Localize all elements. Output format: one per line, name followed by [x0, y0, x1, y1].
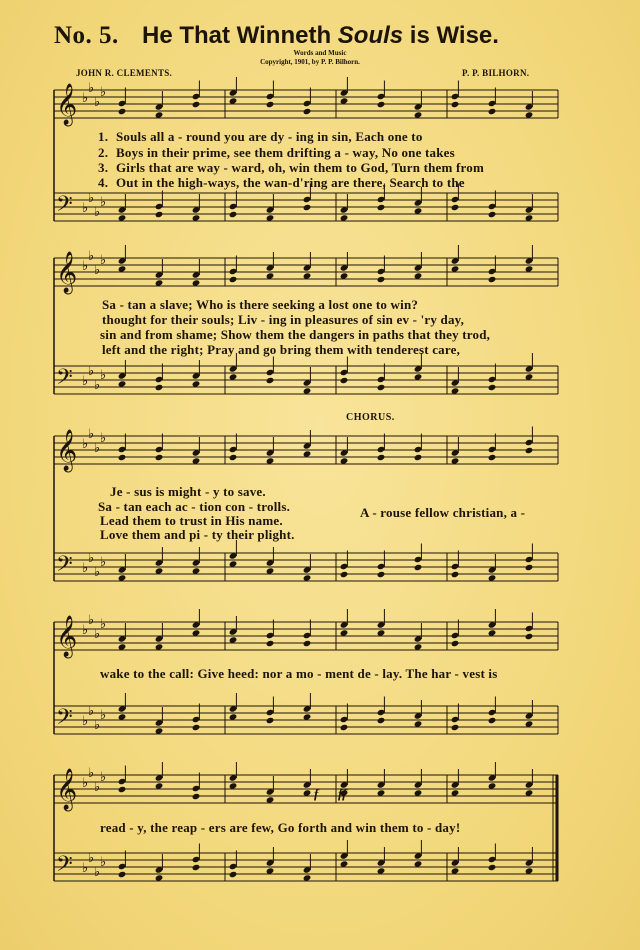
note-head	[155, 211, 164, 218]
verse-4-line	[98, 175, 465, 191]
treble-clef: 𝄞	[56, 84, 78, 125]
note-head	[340, 377, 349, 384]
bass-clef: 𝄢	[56, 552, 73, 582]
note-head	[340, 571, 349, 578]
note-head	[229, 276, 238, 283]
lyric-text: Souls all a - round you are dy - ing in sin, Each one to	[116, 129, 423, 144]
note-head	[377, 717, 386, 724]
treble-clef: 𝄞	[56, 769, 78, 810]
verse-3-line-2: sin and from shame; Show them the dangers in paths that they trod,	[100, 327, 491, 342]
verse-number: 3.	[98, 160, 109, 175]
note-head	[488, 454, 497, 461]
flat-sign: ♭	[88, 551, 95, 566]
flat-sign: ♭	[82, 437, 89, 452]
note-head	[488, 276, 497, 283]
credit-copyright: Copyright, 1901, by P. P. Bilhorn.	[260, 58, 360, 66]
chorus-lyric-3: read - y, the reap - ers are few, Go forth and win them to - day!	[100, 820, 461, 835]
note-head	[488, 108, 497, 115]
note-head	[525, 447, 534, 454]
dynamic-forte: f	[314, 786, 319, 801]
flat-sign: ♭	[88, 191, 95, 206]
verse-number: 4.	[98, 175, 109, 190]
verse-number: 1.	[98, 129, 109, 144]
chorus-label: CHORUS.	[346, 412, 395, 423]
note-head	[266, 717, 275, 724]
note-head	[192, 793, 201, 800]
flat-sign: ♭	[88, 427, 95, 442]
bass-clef: 𝄢	[56, 192, 73, 222]
note-head	[377, 571, 386, 578]
flat-sign: ♭	[82, 714, 89, 729]
title-part: He That Winneth	[142, 22, 338, 49]
flat-sign: ♭	[88, 766, 95, 781]
note-head	[118, 108, 127, 115]
flat-sign: ♭	[82, 201, 89, 216]
chorus-lyric-1: A - rouse fellow christian, a -	[360, 505, 526, 520]
flat-sign: ♭	[88, 364, 95, 379]
note-head	[229, 454, 238, 461]
bass-clef: 𝄢	[56, 365, 73, 395]
flat-sign: ♭	[94, 205, 101, 220]
lyricist: JOHN R. CLEMENTS.	[76, 68, 173, 78]
note-head	[377, 276, 386, 283]
flat-sign: ♭	[100, 195, 107, 210]
flat-sign: ♭	[82, 776, 89, 791]
bass-clef: 𝄢	[56, 705, 73, 735]
note-head	[525, 564, 534, 571]
note-head	[303, 640, 312, 647]
flat-sign: ♭	[94, 378, 101, 393]
lyric-text: Boys in their prime, see them drifting a - way, No one takes	[116, 145, 455, 160]
note-head	[266, 101, 275, 108]
title-part-end: is Wise.	[403, 22, 499, 49]
flat-sign: ♭	[100, 368, 107, 383]
treble-clef: 𝄞	[56, 616, 78, 657]
flat-sign: ♭	[82, 861, 89, 876]
note-head	[414, 454, 423, 461]
composer: P. P. BILHORN.	[462, 68, 530, 78]
flat-sign: ♭	[100, 431, 107, 446]
flat-sign: ♭	[94, 780, 101, 795]
note-head	[451, 101, 460, 108]
note-head	[303, 108, 312, 115]
flat-sign: ♭	[100, 253, 107, 268]
dynamic-fortissimo: ff	[338, 786, 347, 801]
verse-1-line-3: Je - sus is might - y to save.	[110, 484, 266, 499]
flat-sign: ♭	[82, 259, 89, 274]
flat-sign: ♭	[88, 81, 95, 96]
note-head	[303, 204, 312, 211]
verse-1-line	[98, 129, 423, 145]
note-head	[377, 384, 386, 391]
note-head	[155, 384, 164, 391]
note-head	[340, 724, 349, 731]
note-head	[377, 101, 386, 108]
flat-sign: ♭	[94, 263, 101, 278]
flat-sign: ♭	[94, 441, 101, 456]
verse-2-line-2: thought for their souls; Liv - ing in pleasures of sin ev - 'ry day,	[102, 312, 465, 327]
note-head	[451, 640, 460, 647]
credit-words-music: Words and Music	[293, 49, 347, 57]
verse-1-line-2: Sa - tan a slave; Who is there seeking a lost one to win?	[102, 297, 419, 312]
note-head	[488, 384, 497, 391]
note-head	[488, 864, 497, 871]
flat-sign: ♭	[100, 770, 107, 785]
note-head	[451, 724, 460, 731]
verse-3-line	[98, 160, 484, 176]
verse-4-line-3: Love them and pi - ty their plight.	[100, 527, 295, 542]
flat-sign: ♭	[100, 708, 107, 723]
flat-sign: ♭	[94, 718, 101, 733]
flat-sign: ♭	[100, 617, 107, 632]
note-head	[414, 564, 423, 571]
hymn-number: No. 5.	[54, 22, 119, 49]
flat-sign: ♭	[94, 627, 101, 642]
note-head	[192, 724, 201, 731]
flat-sign: ♭	[82, 374, 89, 389]
note-head	[377, 204, 386, 211]
verse-4-line-2: left and the right; Pray and go bring them with tenderest care,	[102, 342, 461, 357]
treble-clef: 𝄞	[56, 430, 78, 471]
verse-3-line-3: Lead them to trust in His name.	[100, 513, 283, 528]
flat-sign: ♭	[94, 865, 101, 880]
note-head	[192, 101, 201, 108]
flat-sign: ♭	[88, 851, 95, 866]
note-head	[488, 211, 497, 218]
flat-sign: ♭	[100, 555, 107, 570]
note-head	[118, 454, 127, 461]
flat-sign: ♭	[88, 704, 95, 719]
flat-sign: ♭	[88, 613, 95, 628]
treble-clef: 𝄞	[56, 252, 78, 293]
flat-sign: ♭	[88, 249, 95, 264]
chorus-lyric-2: wake to the call: Give heed: nor a mo - ment de - lay. The har - vest is	[100, 666, 498, 681]
flat-sign: ♭	[82, 623, 89, 638]
flat-sign: ♭	[100, 855, 107, 870]
note-head	[155, 454, 164, 461]
note-head	[229, 871, 238, 878]
verse-2-line	[98, 145, 455, 161]
note-head	[266, 377, 275, 384]
note-head	[377, 454, 386, 461]
lyric-text: Out in the high-ways, the wan-d'ring are there, Search to the	[116, 175, 465, 190]
flat-sign: ♭	[100, 85, 107, 100]
note-head	[451, 571, 460, 578]
note-head	[192, 864, 201, 871]
flat-sign: ♭	[94, 95, 101, 110]
note-head	[525, 633, 534, 640]
verse-number: 2.	[98, 145, 109, 160]
note-head	[118, 871, 127, 878]
flat-sign: ♭	[82, 561, 89, 576]
note-head	[488, 717, 497, 724]
flat-sign: ♭	[94, 565, 101, 580]
verse-2-line-3: Sa - tan each ac - tion con - trolls.	[98, 499, 291, 514]
bass-clef: 𝄢	[56, 852, 73, 882]
note-head	[266, 640, 275, 647]
note-head	[118, 786, 127, 793]
note-head	[451, 204, 460, 211]
flat-sign: ♭	[82, 91, 89, 106]
note-head	[229, 211, 238, 218]
title-italic: Souls	[337, 22, 404, 49]
lyric-text: Girls that are way - ward, oh, win them to God, Turn them from	[116, 160, 484, 175]
